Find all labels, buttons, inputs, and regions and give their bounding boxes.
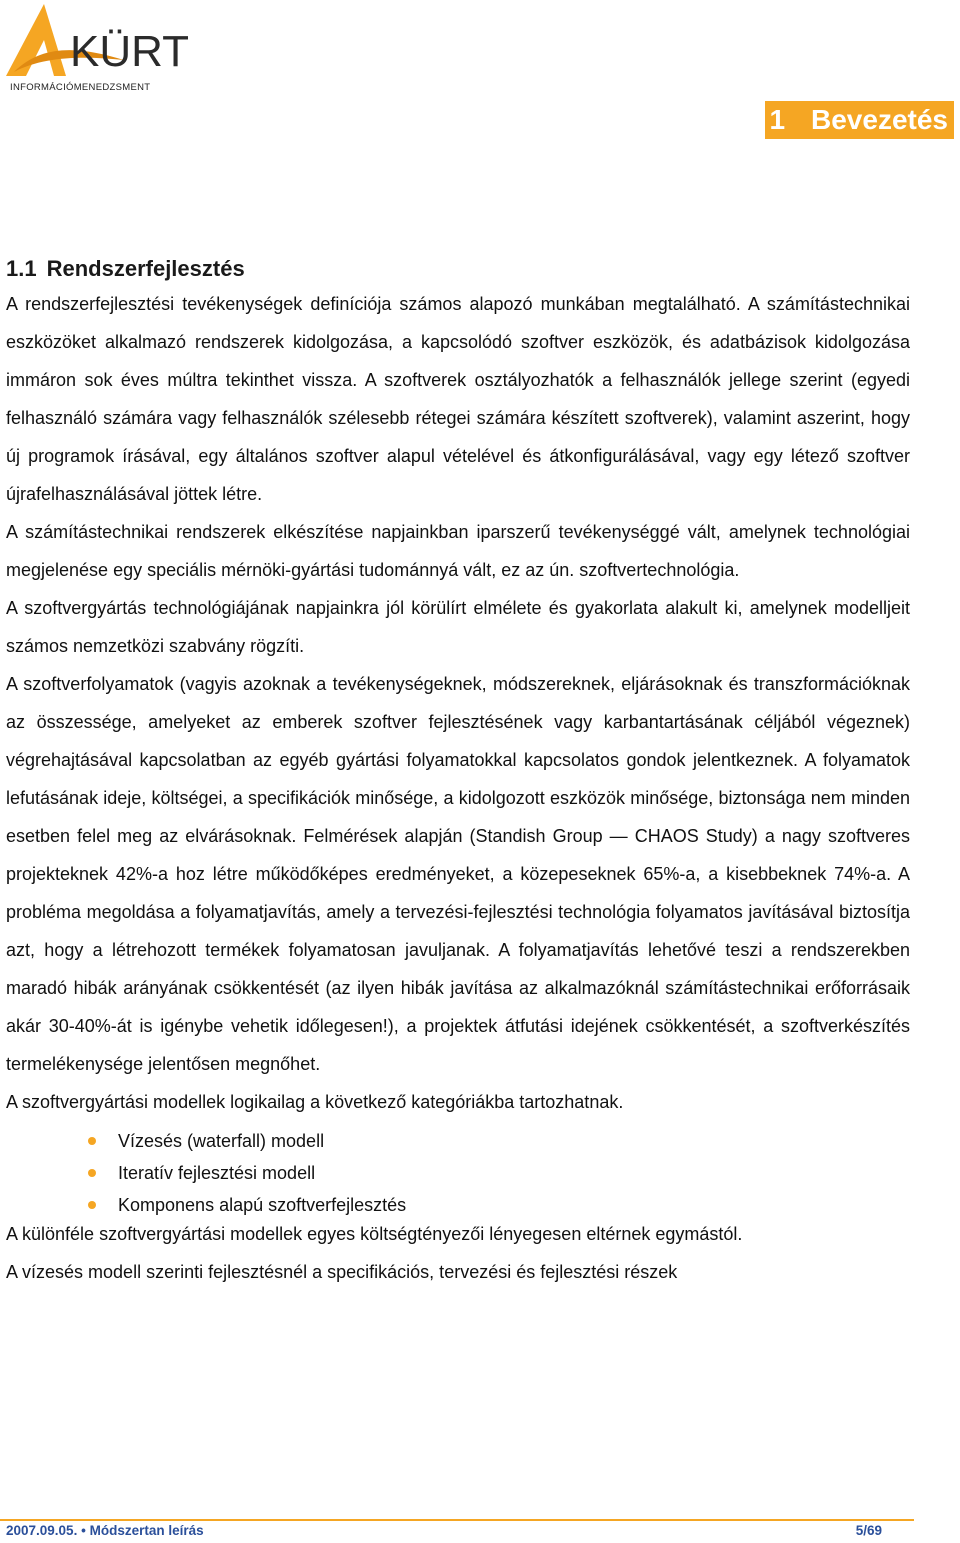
logo-subtitle: INFORMÁCIÓMENEDZSMENT bbox=[10, 82, 151, 93]
list-item-text: Komponens alapú szoftverfejlesztés bbox=[118, 1195, 407, 1215]
list-item bbox=[6, 1189, 910, 1221]
section-number: 1.1 bbox=[6, 256, 37, 281]
chapter-title: Bevezetés bbox=[811, 104, 948, 135]
paragraph: A szoftvergyártás technológiájának napjainkra jól körülírt elmélete és gyakorlata alakult ki, amelynek modelljeit számos nemzetközi szabvány rögzíti. bbox=[6, 598, 910, 656]
company-logo bbox=[4, 2, 194, 94]
section-heading bbox=[6, 256, 245, 282]
bullet-icon bbox=[88, 1137, 96, 1145]
footer-bullet: • bbox=[81, 1523, 86, 1538]
list-item bbox=[6, 1157, 910, 1189]
paragraph: A számítástechnikai rendszerek elkészítése napjainkban iparszerű tevékenységgé vált, amelynek technológiai megjelenése egy speciális mérnöki-gyártási tudománnyá vált, ez az ún. szoftvertechnológia. bbox=[6, 522, 910, 580]
list-item bbox=[6, 1125, 910, 1157]
paragraph: A szoftverfolyamatok (vagyis azoknak a tevékenységeknek, módszereknek, eljárásoknak és transzformációknak az összessége, amelyeket az emberek szoftver fejlesztésének vagy karbantartásának céljából végeznek) végrehajtásával kapcsolatban az egyéb gyártási folyamatokkal kapcsolatos gondok jelentkeznek. A folyamatok lefutásának ideje, költségei, a specifikációk minősége, a kidolgozott eszközök minősége, biztonsága nem minden esetben felel meg az elvárásoknak. Felmérések alapján (Standish Group — CHAOS Study) a nagy szoftveres projekteknek 42%-a hoz létre működőképes eredményeket, a közepeseknek 65%-a, a kisebbeknek 74%-a. A probléma megoldása a folyamatjavítás, amely a tervezési-fejlesztési technológia folyamatos javításával biztosítja azt, hogy a létrehozott termékek folyamatosan javuljanak. A folyamatjavítás lehetővé teszi a rendszerekben maradó hibák arányának csökkentését (az ilyen hibák javítása az alkalmazóknál számítástechnikai erőforrásaik akár 30-40%-át is igénybe vehetik időlegesen!), a projektek átfutási idejének csökkentését, a szoftverkészítés termelékenysége jelentősen megnőhet. bbox=[6, 674, 910, 1074]
paragraph: A rendszerfejlesztési tevékenységek definíciója számos alapozó munkában megtalálható. A számítástechnikai eszközöket alkalmazó rendszerek kidolgozása, a kapcsolódó szoftver eszközök, és adatbázisok kidolgozása immáron sok éves múltra tekinthet vissza. A szoftverek osztályozhatók a felhasználók jellege szerint (egyedi felhasználó számára vagy felhasználók szélesebb rétegei számára készített szoftverek), valamint aszerint, hogy új programok írásával, egy általános szoftver alapul vételével és átkonfigurálásával, vagy egy létező szoftver újrafelhasználásával jöttek létre. bbox=[6, 294, 910, 504]
paragraph: A különféle szoftvergyártási modellek egyes költségtényezői lényegesen eltérnek egymástól. bbox=[6, 1224, 743, 1244]
page-footer bbox=[6, 1523, 882, 1538]
list-item-text: Vízesés (waterfall) modell bbox=[118, 1131, 325, 1151]
bullet-icon bbox=[88, 1169, 96, 1177]
model-list bbox=[6, 1125, 910, 1221]
logo-graphic bbox=[4, 2, 194, 82]
section-title: Rendszerfejlesztés bbox=[46, 256, 245, 281]
document-body bbox=[6, 285, 910, 1297]
footer-divider bbox=[0, 1519, 914, 1521]
list-item-text: Iteratív fejlesztési modell bbox=[118, 1163, 316, 1183]
page-number: 5/69 bbox=[855, 1523, 882, 1538]
chapter-number: 1 bbox=[769, 104, 786, 135]
footer-date: 2007.09.05. bbox=[6, 1523, 78, 1538]
bullet-icon bbox=[88, 1201, 96, 1209]
paragraph: A szoftvergyártási modellek logikailag a következő kategóriákba tartozhatnak. bbox=[6, 1092, 624, 1112]
chapter-heading bbox=[765, 101, 954, 139]
logo-wordmark: KÜRT bbox=[70, 27, 189, 76]
footer-doc-title: Módszertan leírás bbox=[89, 1523, 204, 1538]
paragraph: A vízesés modell szerinti fejlesztésnél a specifikációs, tervezési és fejlesztési részek bbox=[6, 1262, 678, 1282]
